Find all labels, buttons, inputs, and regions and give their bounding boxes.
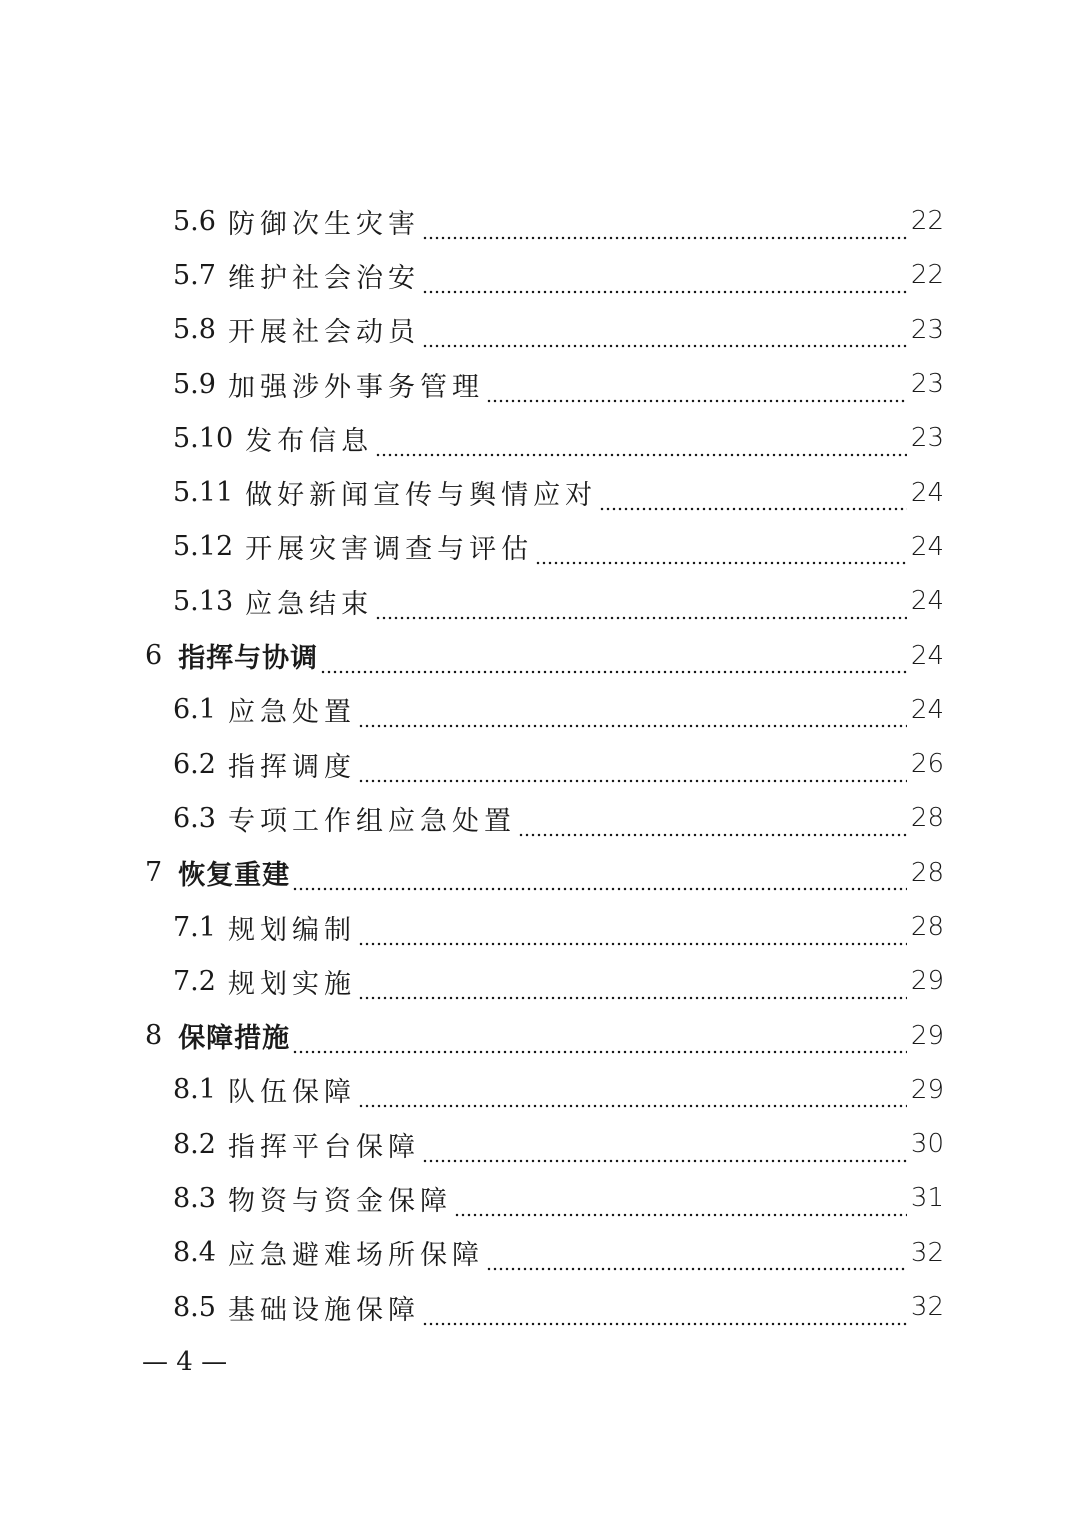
toc-entry-number: 8.2 [173,1128,216,1160]
toc-entry[interactable] [0,737,1075,791]
dot-leader [422,268,907,295]
toc-entry-title: 指挥与协调 [178,643,319,675]
toc-entry-title: 开展灾害调查与评估 [245,534,534,566]
toc-entry[interactable] [0,1226,1075,1280]
dot-leader [358,974,907,1001]
toc-entry-number: 5.8 [173,314,216,346]
toc-entry-page: 28 [910,803,944,834]
toc-entry-title: 防御次生灾害 [227,208,420,240]
toc-entry[interactable] [0,1063,1075,1117]
toc-entry[interactable] [0,411,1075,465]
toc-entry-page: 23 [910,314,944,345]
toc-entry[interactable] [0,1280,1075,1334]
toc-entry-number: 6.1 [173,694,216,726]
toc-entry[interactable] [0,520,1075,574]
dot-leader [375,431,907,458]
dot-leader [292,1028,907,1055]
toc-entry-title: 发布信息 [245,425,374,457]
toc-entry[interactable] [0,194,1075,248]
toc-entry-page: 24 [910,531,944,562]
toc-entry-title: 保障措施 [178,1023,291,1055]
toc-entry[interactable] [0,791,1075,845]
toc-entry-number: 5.7 [173,259,216,291]
toc-chapter-entry[interactable] [0,846,1075,900]
dot-leader [292,865,907,892]
toc-entry-number: 5.11 [173,477,234,509]
toc-entry-page: 26 [910,749,944,780]
dot-leader [486,377,907,404]
dot-leader [422,1300,907,1327]
toc-entry-title: 规划编制 [227,914,356,946]
dot-leader [422,322,907,349]
dot-leader [358,702,907,729]
page-number-footer: — 4 — [142,1347,228,1377]
toc-entry-page: 23 [910,423,944,454]
dot-leader [320,648,907,675]
toc-entry-page: 24 [910,586,944,617]
toc-entry-page: 29 [910,1074,944,1105]
toc-entry-number: 8.1 [173,1074,216,1106]
toc-entry-title: 恢复重建 [178,860,291,892]
toc-entry-title: 维护社会治安 [227,262,420,294]
toc-entry-title: 做好新闻宣传与舆情应对 [245,480,598,512]
dot-leader [599,485,907,512]
toc-entry-title: 应急避难场所保障 [227,1240,484,1272]
table-of-contents [0,194,1075,1334]
toc-entry-title: 应急处置 [227,697,356,729]
toc-entry-title: 物资与资金保障 [227,1185,452,1217]
toc-entry-title: 规划实施 [227,968,356,1000]
toc-entry-number: 6.2 [173,748,216,780]
toc-entry-number: 5.9 [173,368,216,400]
toc-entry[interactable] [0,248,1075,302]
toc-entry[interactable] [0,303,1075,357]
toc-entry[interactable] [0,574,1075,628]
toc-entry-page: 22 [910,260,944,291]
toc-entry-number: 5.6 [173,205,216,237]
toc-chapter-entry[interactable] [0,1008,1075,1062]
toc-entry-page: 32 [910,1292,944,1323]
toc-entry-number: 8.5 [173,1291,216,1323]
dot-leader [535,539,907,566]
toc-entry-number: 7.1 [173,911,216,943]
toc-entry-page: 24 [910,477,944,508]
toc-entry-page: 29 [910,1020,944,1051]
toc-entry-page: 28 [910,857,944,888]
dot-leader [358,1082,907,1109]
toc-entry[interactable] [0,954,1075,1008]
toc-entry-page: 30 [910,1129,944,1160]
toc-entry-number: 6 [145,640,163,672]
dot-leader [375,594,907,621]
toc-entry-number: 7 [145,857,163,889]
toc-entry-title: 加强涉外事务管理 [227,371,484,403]
toc-entry-title: 应急结束 [245,588,374,620]
dot-leader [422,214,907,241]
toc-entry-page: 32 [910,1237,944,1268]
toc-entry[interactable] [0,1117,1075,1171]
toc-entry-title: 基础设施保障 [227,1294,420,1326]
toc-entry-number: 8 [145,1020,163,1052]
toc-entry[interactable] [0,1171,1075,1225]
toc-entry-title: 指挥调度 [227,751,356,783]
toc-entry-title: 开展社会动员 [227,317,420,349]
toc-entry-number: 5.12 [173,531,234,563]
dot-leader [358,757,907,784]
toc-entry-page: 24 [910,640,944,671]
dot-leader [454,1191,907,1218]
toc-entry[interactable] [0,465,1075,519]
dot-leader [422,1137,907,1164]
toc-entry[interactable] [0,900,1075,954]
toc-entry-page: 28 [910,912,944,942]
toc-entry-number: 5.10 [173,422,234,454]
toc-entry[interactable] [0,683,1075,737]
toc-entry-number: 8.4 [173,1237,216,1269]
toc-entry-page: 23 [910,369,944,400]
dot-leader [518,811,907,838]
toc-entry-page: 29 [910,966,944,997]
toc-entry-number: 5.13 [173,585,234,617]
toc-entry[interactable] [0,357,1075,411]
toc-entry-number: 8.3 [173,1182,216,1214]
toc-entry-page: 24 [910,694,944,725]
dot-leader [358,920,907,947]
toc-entry-page: 31 [910,1183,944,1214]
toc-entry-title: 专项工作组应急处置 [227,805,516,837]
toc-entry-page: 22 [910,206,944,237]
toc-entry-title: 队伍保障 [227,1077,356,1109]
dot-leader [486,1245,907,1272]
toc-chapter-entry[interactable] [0,628,1075,682]
toc-entry-number: 6.3 [173,802,216,834]
toc-entry-title: 指挥平台保障 [227,1131,420,1163]
toc-entry-number: 7.2 [173,965,216,997]
